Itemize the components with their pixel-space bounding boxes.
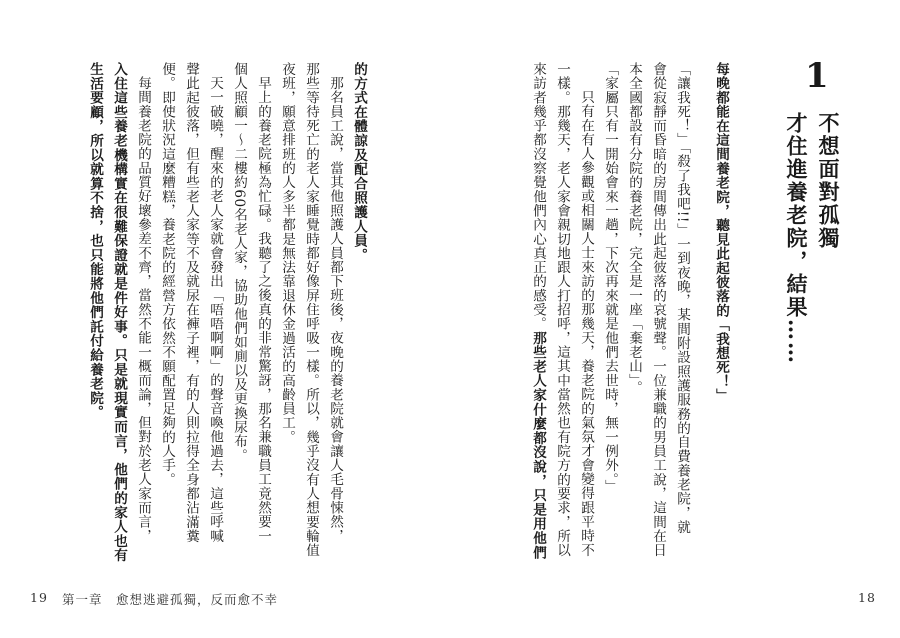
chapter-title-line1: 不想面對孤獨 bbox=[816, 112, 841, 250]
section-subtitle: 每晚都能在這間養老院，聽見此起彼落的「我想死！」 bbox=[713, 62, 729, 403]
body-line: 一樣。那幾天，老人家會親切地跟人打招呼，這其中當然也有院方的要求，所以 bbox=[554, 62, 570, 558]
body-line-with-bold-tail bbox=[531, 62, 545, 560]
page-number-right: 18 bbox=[858, 590, 876, 605]
body-line-text: 來訪者幾乎都沒察覺他們內心真正的感受。 bbox=[530, 62, 546, 331]
running-header: 第一章 愈想逃避孤獨，反而愈不幸 bbox=[62, 592, 279, 607]
body-line: 早上的養老院極為忙碌。我聽了之後真的非常驚訝，那名兼職員工竟然要一 bbox=[255, 76, 271, 543]
body-line: 的方式在體諒及配合照護人員。 bbox=[351, 62, 367, 263]
body-line-bold-text: 那些老人家什麼都沒說，只是用他們 bbox=[530, 330, 546, 560]
body-line: 聲此起彼落，但有些老人家等不及就尿在褲子裡，有的人則拉得全身都沾滿糞 bbox=[183, 62, 199, 544]
body-line: 天一破曉，醒來的老人家就會發出「唔唔啊啊」的聲音喚他過去，這些呼喊 bbox=[207, 76, 223, 543]
body-line: 「讓我死！」「殺了我吧!!」一到夜晚，某間附設照護服務的自費養老院，就 bbox=[674, 62, 690, 535]
body-line: 夜班，願意排班的人多半都是無法靠退休金過活的高齡員工。 bbox=[279, 62, 295, 445]
body-line: 那名員工說，當其他照護人員都下班後，夜晚的養老院就會讓人毛骨悚然， bbox=[327, 76, 343, 543]
body-line: 入住這些養老機構實在很難保證就是件好事。只是就現實而言，他們的家人也有 bbox=[111, 62, 127, 563]
page-number-left: 19 bbox=[30, 590, 48, 605]
chapter-title-line2: 才住進養老院，結果…… bbox=[784, 112, 809, 365]
chapter-number: 1 bbox=[805, 56, 829, 96]
body-line: 每間養老院的品質好壞參差不齊，當然不能一概而論，但對於老人家而言， bbox=[135, 76, 151, 543]
body-line: 那些等待死亡的老人家睡覺時都好像屏住呼吸一樣。所以，幾乎沒有人想要輪值 bbox=[303, 62, 319, 558]
body-line: 「家屬只有一開始會來一趟，下次再來就是他們去世時，無一例外。」 bbox=[602, 62, 618, 494]
body-line: 生活要顧，所以就算不捨，也只能將他們託付給養老院。 bbox=[87, 62, 103, 420]
body-line: 個人照顧一～二樓約60名老人家，協助他們如廁以及更換尿布。 bbox=[231, 62, 247, 463]
body-line: 會從寂靜而昏暗的房間傳出此起彼落的哀號聲。一位兼職的男員工說，這間在日 bbox=[650, 62, 666, 558]
body-line: 便。即使狀況這麼糟糕，養老院的經營方依然不願配置足夠的人手。 bbox=[159, 62, 175, 487]
body-line: 只有在有人參觀或相關人士來訪的那幾天，養老院的氣氛才會變得跟平時不 bbox=[578, 90, 594, 557]
body-line: 本全國都設有分院的養老院，完全是一座「棄老山」。 bbox=[626, 62, 642, 395]
